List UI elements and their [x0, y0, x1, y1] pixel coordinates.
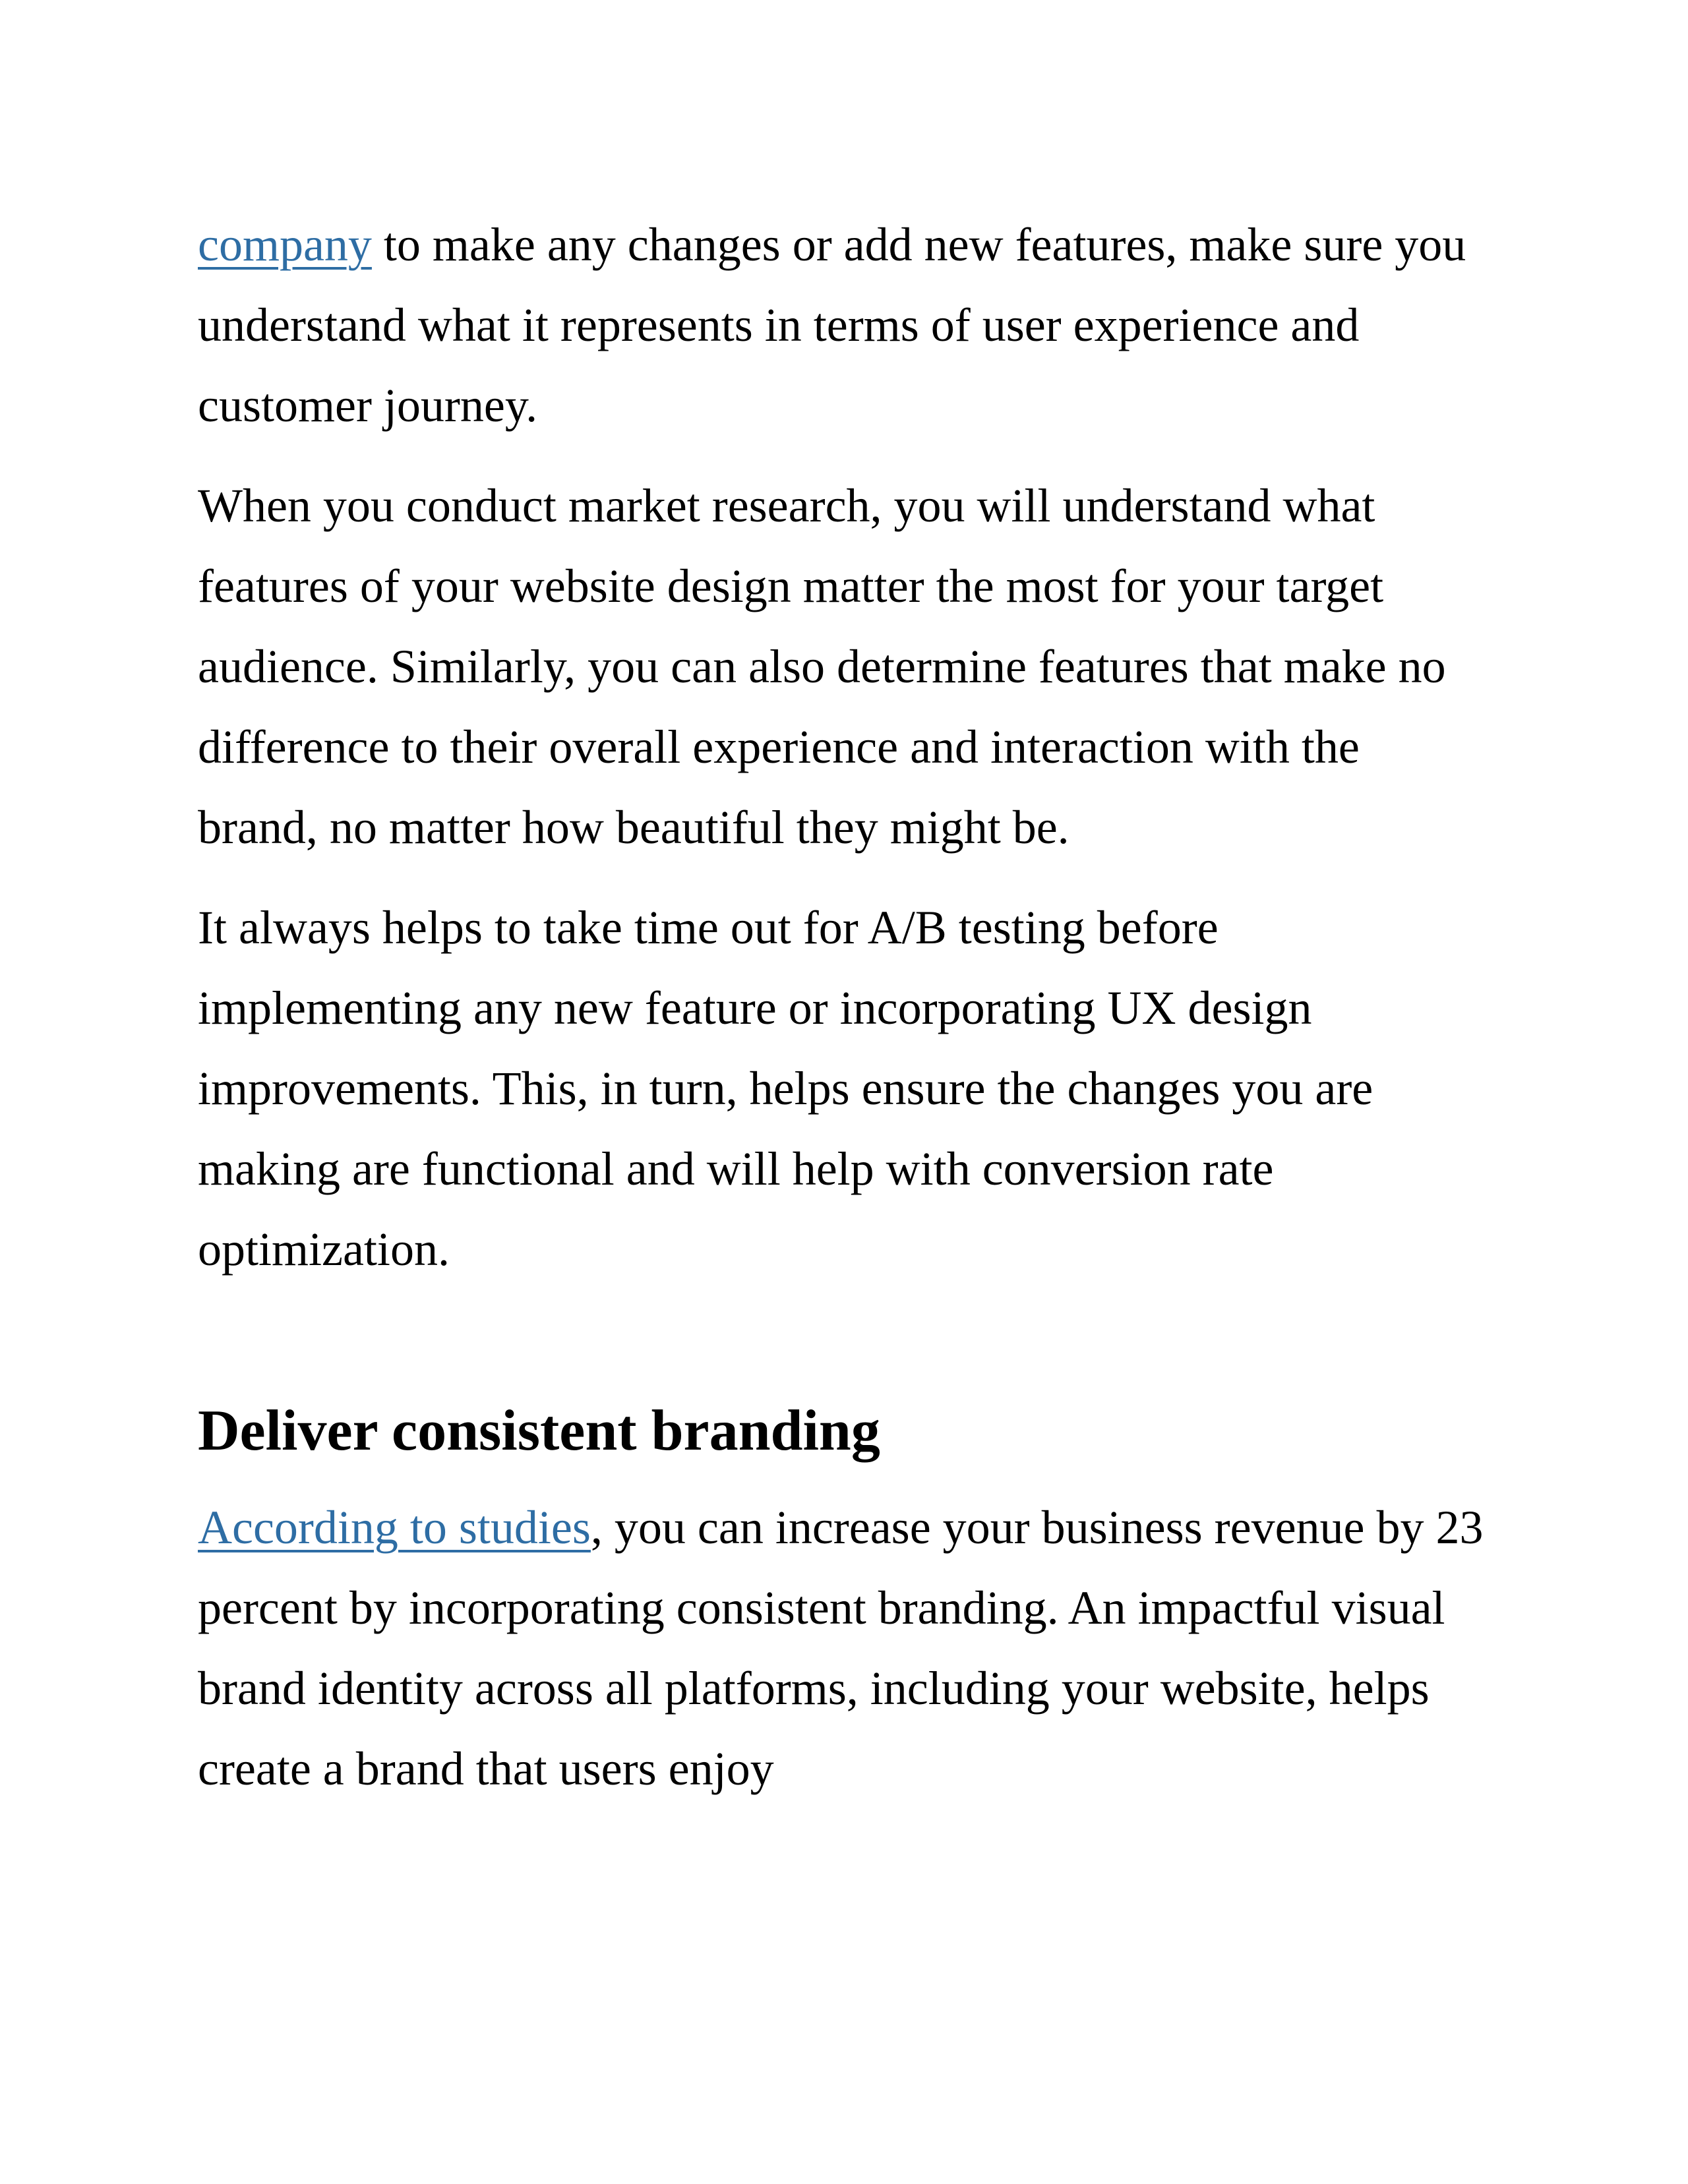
- paragraph-branding-text: , you can increase your business revenue by 23 percent by incorporating consistent branding. An impactful visual brand identity across all platforms, including your website, helps create a brand that users enjoy: [198, 1501, 1484, 1795]
- document-page: [198, 204, 1490, 1829]
- paragraph-company-text: to make any changes or add new features, make sure you understand what it represents in terms of user experience and customer journey.: [198, 218, 1466, 432]
- paragraph-branding: [198, 1487, 1490, 1809]
- according-to-studies-link[interactable]: According to studies: [198, 1501, 591, 1554]
- section-heading: Deliver consistent branding: [198, 1399, 880, 1463]
- paragraph-ab-testing: It always helps to take time out for A/B testing before implementing any new feature or incorporating UX design improvements. This, in turn, helps ensure the changes you are making are functional and will help with conversion rate optimization.: [198, 901, 1373, 1276]
- paragraph-company: [198, 204, 1490, 446]
- paragraph-market-research: When you conduct market research, you will understand what features of your website design matter the most for your target audience. Similarly, you can also determine features that make no difference to their overall experience and interaction with the brand, no matter how beautiful they might be.: [198, 479, 1446, 854]
- company-link[interactable]: company: [198, 218, 372, 271]
